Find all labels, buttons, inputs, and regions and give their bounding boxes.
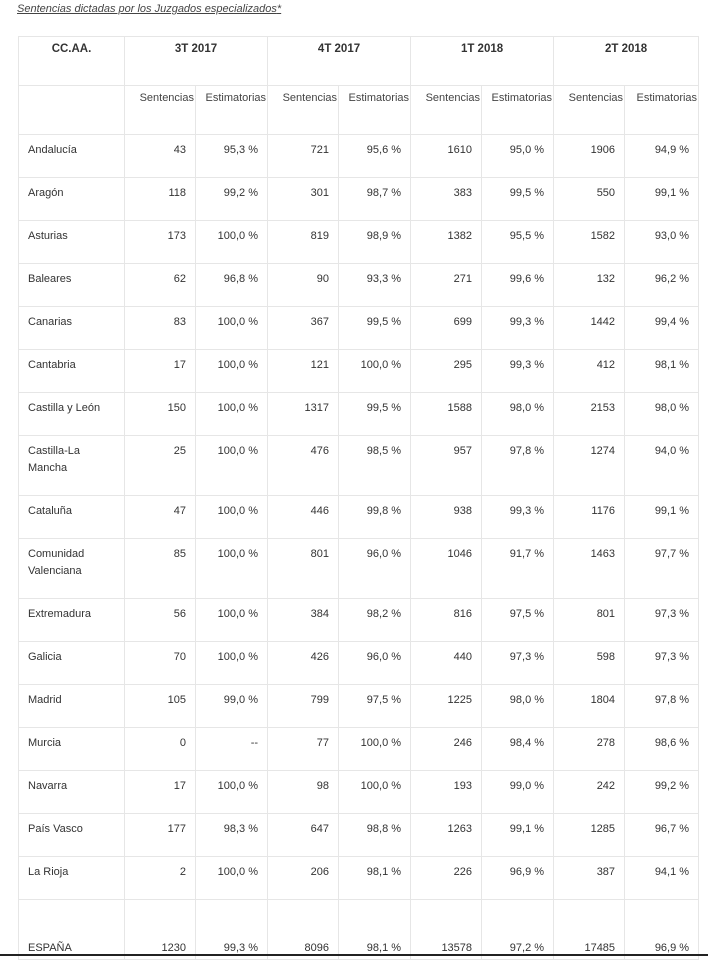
estimatorias-cell: 94,0 % — [625, 436, 699, 496]
estimatorias-cell: 100,0 % — [339, 771, 411, 814]
table-row — [19, 685, 699, 728]
sentencias-cell: 0 — [125, 728, 196, 771]
estimatorias-cell: 98,1 % — [339, 857, 411, 900]
subheader-estimatorias: Estimatorias — [625, 86, 699, 135]
estimatorias-cell: 98,2 % — [339, 599, 411, 642]
sentencias-cell: 98 — [268, 771, 339, 814]
sentencias-cell: 383 — [411, 178, 482, 221]
estimatorias-cell: 100,0 % — [196, 599, 268, 642]
sentencias-cell: 206 — [268, 857, 339, 900]
region-name: Madrid — [19, 685, 125, 728]
region-name: Murcia — [19, 728, 125, 771]
estimatorias-cell: 97,3 % — [625, 642, 699, 685]
estimatorias-cell: 96,7 % — [625, 814, 699, 857]
estimatorias-cell: 99,3 % — [196, 900, 268, 960]
region-name: Extremadura — [19, 599, 125, 642]
region-name: La Rioja — [19, 857, 125, 900]
total-row — [19, 900, 699, 960]
sentencias-cell: 446 — [268, 496, 339, 539]
caption-footnote-mark: * — [276, 3, 282, 15]
table-row — [19, 728, 699, 771]
region-name: Cantabria — [19, 350, 125, 393]
sentencias-cell: 226 — [411, 857, 482, 900]
estimatorias-cell: 99,8 % — [339, 496, 411, 539]
subheader-estimatorias: Estimatorias — [339, 86, 411, 135]
estimatorias-cell: 93,3 % — [339, 264, 411, 307]
estimatorias-cell: 98,7 % — [339, 178, 411, 221]
estimatorias-cell: 98,3 % — [196, 814, 268, 857]
estimatorias-cell: 99,1 % — [625, 178, 699, 221]
estimatorias-cell: 100,0 % — [196, 307, 268, 350]
header-row-subcolumns — [19, 86, 699, 135]
estimatorias-cell: 96,8 % — [196, 264, 268, 307]
estimatorias-cell: 91,7 % — [482, 539, 554, 599]
region-name: Navarra — [19, 771, 125, 814]
sentencias-cell: 598 — [554, 642, 625, 685]
sentencias-cell: 301 — [268, 178, 339, 221]
estimatorias-cell: 99,0 % — [482, 771, 554, 814]
subheader-estimatorias: Estimatorias — [482, 86, 554, 135]
estimatorias-cell: 97,7 % — [625, 539, 699, 599]
sentencias-cell: 246 — [411, 728, 482, 771]
sentencias-cell: 62 — [125, 264, 196, 307]
estimatorias-cell: 100,0 % — [196, 771, 268, 814]
sentencias-cell: 1906 — [554, 135, 625, 178]
estimatorias-cell: 98,0 % — [482, 393, 554, 436]
sentencias-cell: 721 — [268, 135, 339, 178]
estimatorias-cell: 99,5 % — [339, 307, 411, 350]
sentencias-cell: 412 — [554, 350, 625, 393]
sentencias-cell: 367 — [268, 307, 339, 350]
estimatorias-cell: 97,2 % — [482, 900, 554, 960]
sentencias-cell: 1263 — [411, 814, 482, 857]
header-quarter-2t-2018: 2T 2018 — [554, 37, 699, 86]
table-row — [19, 642, 699, 685]
region-name: Canarias — [19, 307, 125, 350]
estimatorias-cell: 93,0 % — [625, 221, 699, 264]
sentencias-cell: 801 — [554, 599, 625, 642]
region-name: Asturias — [19, 221, 125, 264]
sentencias-cell: 1582 — [554, 221, 625, 264]
sentencias-cell: 271 — [411, 264, 482, 307]
sentencias-cell: 150 — [125, 393, 196, 436]
table-row — [19, 771, 699, 814]
estimatorias-cell: 95,0 % — [482, 135, 554, 178]
sentencias-cell: 1230 — [125, 900, 196, 960]
sentencias-cell: 242 — [554, 771, 625, 814]
sentencias-cell: 13578 — [411, 900, 482, 960]
estimatorias-cell: 95,3 % — [196, 135, 268, 178]
sentencias-cell: 819 — [268, 221, 339, 264]
region-name: Castilla-La Mancha — [19, 436, 125, 496]
sentencias-cell: 1588 — [411, 393, 482, 436]
estimatorias-cell: 97,3 % — [482, 642, 554, 685]
table-row — [19, 539, 699, 599]
estimatorias-cell: 99,4 % — [625, 307, 699, 350]
sentencias-cell: 90 — [268, 264, 339, 307]
region-name: Galicia — [19, 642, 125, 685]
sentencias-cell: 440 — [411, 642, 482, 685]
table-row — [19, 350, 699, 393]
estimatorias-cell: 99,2 % — [196, 178, 268, 221]
sentencias-cell: 1804 — [554, 685, 625, 728]
estimatorias-cell: 100,0 % — [196, 221, 268, 264]
estimatorias-cell: -- — [196, 728, 268, 771]
header-quarter-4t-2017: 4T 2017 — [268, 37, 411, 86]
estimatorias-cell: 100,0 % — [196, 393, 268, 436]
table-row — [19, 814, 699, 857]
estimatorias-cell: 98,1 % — [339, 900, 411, 960]
sentencias-cell: 799 — [268, 685, 339, 728]
estimatorias-cell: 96,2 % — [625, 264, 699, 307]
sentencias-cell: 426 — [268, 642, 339, 685]
sentencias-cell: 387 — [554, 857, 625, 900]
sentencias-cell: 938 — [411, 496, 482, 539]
sentencias-cell: 476 — [268, 436, 339, 496]
estimatorias-cell: 98,0 % — [482, 685, 554, 728]
estimatorias-cell: 99,5 % — [482, 178, 554, 221]
sentencias-cell: 1382 — [411, 221, 482, 264]
sentencias-cell: 85 — [125, 539, 196, 599]
sentencias-cell: 2 — [125, 857, 196, 900]
sentencias-cell: 177 — [125, 814, 196, 857]
subheader-sentencias: Sentencias — [268, 86, 339, 135]
region-name: Cataluña — [19, 496, 125, 539]
estimatorias-cell: 96,0 % — [339, 539, 411, 599]
region-name: País Vasco — [19, 814, 125, 857]
table-row — [19, 599, 699, 642]
estimatorias-cell: 99,3 % — [482, 307, 554, 350]
estimatorias-cell: 96,9 % — [482, 857, 554, 900]
sentencias-cell: 2153 — [554, 393, 625, 436]
header-quarter-1t-2018: 1T 2018 — [411, 37, 554, 86]
sentencias-cell: 550 — [554, 178, 625, 221]
table-row — [19, 135, 699, 178]
sentencias-cell: 8096 — [268, 900, 339, 960]
estimatorias-cell: 98,8 % — [339, 814, 411, 857]
sentencias-cell: 1176 — [554, 496, 625, 539]
sentencias-cell: 132 — [554, 264, 625, 307]
estimatorias-cell: 99,6 % — [482, 264, 554, 307]
table-row — [19, 264, 699, 307]
estimatorias-cell: 100,0 % — [196, 539, 268, 599]
sentencias-cell: 193 — [411, 771, 482, 814]
sentencias-cell: 17 — [125, 350, 196, 393]
table-row — [19, 307, 699, 350]
estimatorias-cell: 97,5 % — [482, 599, 554, 642]
sentencias-cell: 801 — [268, 539, 339, 599]
estimatorias-cell: 100,0 % — [196, 642, 268, 685]
sentencias-cell: 25 — [125, 436, 196, 496]
estimatorias-cell: 97,8 % — [482, 436, 554, 496]
table-row — [19, 857, 699, 900]
estimatorias-cell: 99,2 % — [625, 771, 699, 814]
sentencias-cell: 1442 — [554, 307, 625, 350]
estimatorias-cell: 95,5 % — [482, 221, 554, 264]
estimatorias-cell: 100,0 % — [196, 857, 268, 900]
table-row — [19, 496, 699, 539]
estimatorias-cell: 97,8 % — [625, 685, 699, 728]
sentencias-cell: 816 — [411, 599, 482, 642]
sentencias-cell: 47 — [125, 496, 196, 539]
sentencias-cell: 83 — [125, 307, 196, 350]
sentencias-cell: 1285 — [554, 814, 625, 857]
subheader-estimatorias: Estimatorias — [196, 86, 268, 135]
table-row — [19, 178, 699, 221]
estimatorias-cell: 98,5 % — [339, 436, 411, 496]
table-caption — [17, 3, 281, 15]
header-quarter-3t-2017: 3T 2017 — [125, 37, 268, 86]
sentencias-cell: 1317 — [268, 393, 339, 436]
sentencias-cell: 1225 — [411, 685, 482, 728]
sentencias-cell: 17 — [125, 771, 196, 814]
sentencias-cell: 1274 — [554, 436, 625, 496]
sentencias-cell: 118 — [125, 178, 196, 221]
estimatorias-cell: 94,9 % — [625, 135, 699, 178]
estimatorias-cell: 99,3 % — [482, 350, 554, 393]
sentencias-cell: 56 — [125, 599, 196, 642]
region-name: Aragón — [19, 178, 125, 221]
estimatorias-cell: 100,0 % — [339, 728, 411, 771]
region-name: Andalucía — [19, 135, 125, 178]
sentencias-cell: 699 — [411, 307, 482, 350]
header-row-quarters — [19, 37, 699, 86]
estimatorias-cell: 99,0 % — [196, 685, 268, 728]
estimatorias-cell: 100,0 % — [196, 350, 268, 393]
sentencias-cell: 105 — [125, 685, 196, 728]
table-row — [19, 393, 699, 436]
sentencias-cell: 173 — [125, 221, 196, 264]
estimatorias-cell: 98,1 % — [625, 350, 699, 393]
sentencias-cell: 70 — [125, 642, 196, 685]
table-body — [19, 37, 699, 960]
sentencias-cell: 17485 — [554, 900, 625, 960]
estimatorias-cell: 98,0 % — [625, 393, 699, 436]
estimatorias-cell: 96,9 % — [625, 900, 699, 960]
sentencias-cell: 295 — [411, 350, 482, 393]
estimatorias-cell: 98,9 % — [339, 221, 411, 264]
sentencias-cell: 121 — [268, 350, 339, 393]
estimatorias-cell: 97,3 % — [625, 599, 699, 642]
estimatorias-cell: 99,3 % — [482, 496, 554, 539]
sentencias-cell: 647 — [268, 814, 339, 857]
estimatorias-cell: 100,0 % — [196, 436, 268, 496]
sentencias-cell: 1463 — [554, 539, 625, 599]
sentencias-cell: 384 — [268, 599, 339, 642]
estimatorias-cell: 95,6 % — [339, 135, 411, 178]
region-name: Baleares — [19, 264, 125, 307]
region-name: Comunidad Valenciana — [19, 539, 125, 599]
estimatorias-cell: 99,1 % — [482, 814, 554, 857]
table-row — [19, 221, 699, 264]
sentencias-cell: 43 — [125, 135, 196, 178]
estimatorias-cell: 98,6 % — [625, 728, 699, 771]
sentencias-cell: 278 — [554, 728, 625, 771]
estimatorias-cell: 100,0 % — [339, 350, 411, 393]
subheader-sentencias: Sentencias — [554, 86, 625, 135]
subheader-sentencias: Sentencias — [125, 86, 196, 135]
estimatorias-cell: 99,5 % — [339, 393, 411, 436]
caption-text: Sentencias dictadas por los Juzgados especializados — [17, 3, 277, 15]
table-row — [19, 436, 699, 496]
estimatorias-cell: 100,0 % — [196, 496, 268, 539]
estimatorias-cell: 99,1 % — [625, 496, 699, 539]
header-region: CC.AA. — [19, 37, 125, 86]
header-empty-cell — [19, 86, 125, 135]
sentencias-cell: 1046 — [411, 539, 482, 599]
estimatorias-cell: 97,5 % — [339, 685, 411, 728]
subheader-sentencias: Sentencias — [411, 86, 482, 135]
estimatorias-cell: 96,0 % — [339, 642, 411, 685]
sentencias-cell: 77 — [268, 728, 339, 771]
sentencias-cell: 957 — [411, 436, 482, 496]
estimatorias-cell: 94,1 % — [625, 857, 699, 900]
region-name: Castilla y León — [19, 393, 125, 436]
estimatorias-cell: 98,4 % — [482, 728, 554, 771]
sentences-table — [18, 36, 699, 960]
region-name: ESPAÑA — [19, 900, 125, 960]
sentencias-cell: 1610 — [411, 135, 482, 178]
